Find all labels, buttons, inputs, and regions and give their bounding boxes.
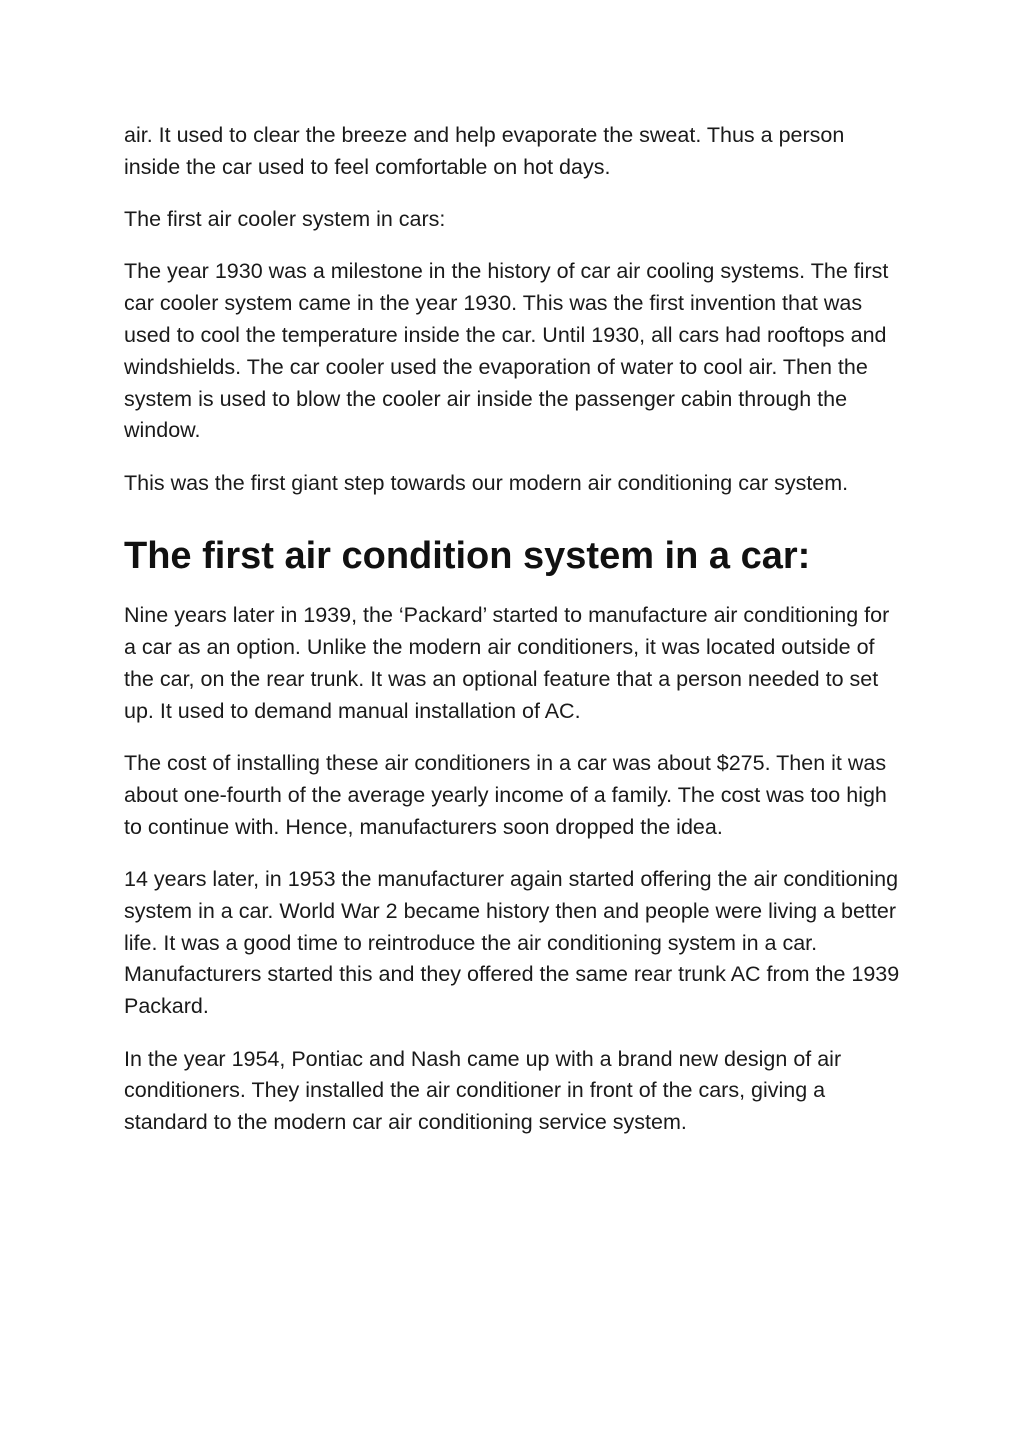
paragraph: The year 1930 was a milestone in the history of car air cooling systems. The first car cooler system came in the year 1930. This was the first invention that was used to cool the temperature inside the car. Until 1930, all cars had rooftops and windshields. The car cooler used the evaporation of water to cool air. Then the system is used to blow the cooler air inside the passenger cabin through the window. bbox=[124, 259, 889, 443]
paragraph: The first air cooler system in cars: bbox=[124, 207, 446, 232]
paragraph: The cost of installing these air conditioners in a car was about $275. Then it was about one-fourth of the average yearly income of a family. The cost was too high to continue with. Hence, manufacturers soon dropped the idea. bbox=[124, 751, 887, 839]
paragraph: In the year 1954, Pontiac and Nash came up with a brand new design of air conditioners. They installed the air conditioner in front of the cars, giving a standard to the modern car air conditioning service system. bbox=[124, 1046, 842, 1135]
paragraph: This was the first giant step towards our modern air conditioning car system. bbox=[124, 470, 849, 495]
paragraph: air. It used to clear the breeze and help evaporate the sweat. Thus a person inside the car used to feel comfortable on hot days. bbox=[124, 123, 845, 179]
paragraph: 14 years later, in 1953 the manufacturer again started offering the air conditioning system in a car. World War 2 became history then and people were living a better life. It was a good time to reintroduce the air conditioning system in a car. Manufacturers started this and they offered the same rear trunk AC from the 1939 Packard. bbox=[124, 867, 900, 1019]
section-heading: The first air condition system in a car: bbox=[124, 535, 811, 578]
paragraph: Nine years later in 1939, the ‘Packard’ started to manufacture air conditioning for a car as an option. Unlike the modern air conditioners, it was located outside of the car, on the rear trunk. It was an optional feature that a person needed to set up. It used to demand manual installation of AC. bbox=[124, 603, 890, 723]
document-page bbox=[124, 120, 904, 1159]
